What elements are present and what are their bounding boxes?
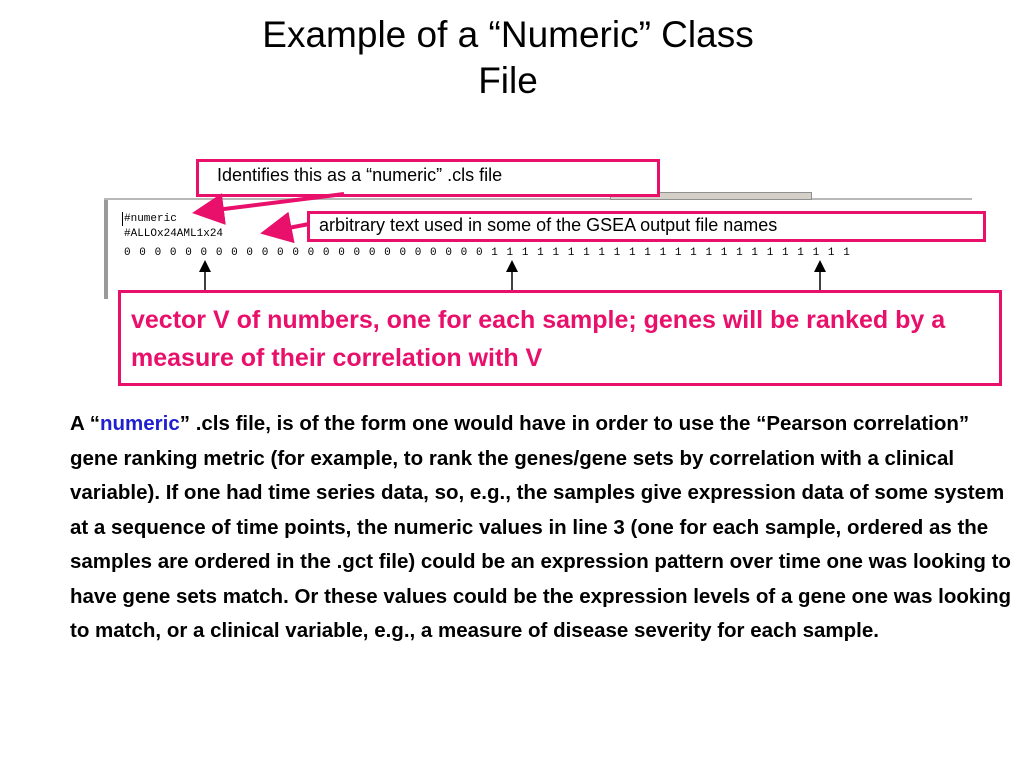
description-paragraph <box>70 407 1020 649</box>
paragraph-prefix: A “ <box>70 412 100 435</box>
cls-line-1: #numeric <box>124 213 177 225</box>
callout-numeric-id <box>196 159 660 197</box>
callout-vector-text: vector V of numbers, one for each sample; genes will be ranked by a measure of their correlation with V <box>131 306 946 372</box>
callout-numeric-id-text: Identifies this as a “numeric” .cls file <box>217 165 503 185</box>
text-cursor <box>122 212 123 226</box>
paragraph-body: ” .cls file, is of the form one would have in order to use the “Pearson correlation” gene ranking metric (for example, to rank the genes/gene sets by correlation with a clinical variable). If one had time series data, so, e.g., the samples give expression data of some system at a sequence of time points, the numeric values in line 3 (one for each sample, ordered as the samples are ordered in the .gct file) could be an expression pattern over time one was looking to have gene sets match. Or these values could be the expression levels of a gene one was looking to match, or a clinical variable, e.g., a measure of disease severity for each sample. <box>70 412 1012 642</box>
cls-line-3: 0 0 0 0 0 0 0 0 0 0 0 0 0 0 0 0 0 0 0 0 0 0 0 0 1 1 1 1 1 1 1 1 1 1 1 1 1 1 1 1 1 1 1 1 1 1 1 1 <box>124 247 851 259</box>
slide-title <box>0 12 1016 104</box>
callout-vector <box>118 290 1002 386</box>
callout-arbitrary-text-label: arbitrary text used in some of the GSEA output file names <box>319 215 778 235</box>
cls-line-2: #ALLOx24AML1x24 <box>124 228 224 240</box>
paragraph-highlight: numeric <box>100 412 180 435</box>
callout-arbitrary-text <box>307 211 986 242</box>
slide-title-line1: Example of a “Numeric” Class <box>262 14 754 55</box>
slide-title-line2: File <box>478 60 538 101</box>
screenshot-left-border <box>104 200 108 299</box>
